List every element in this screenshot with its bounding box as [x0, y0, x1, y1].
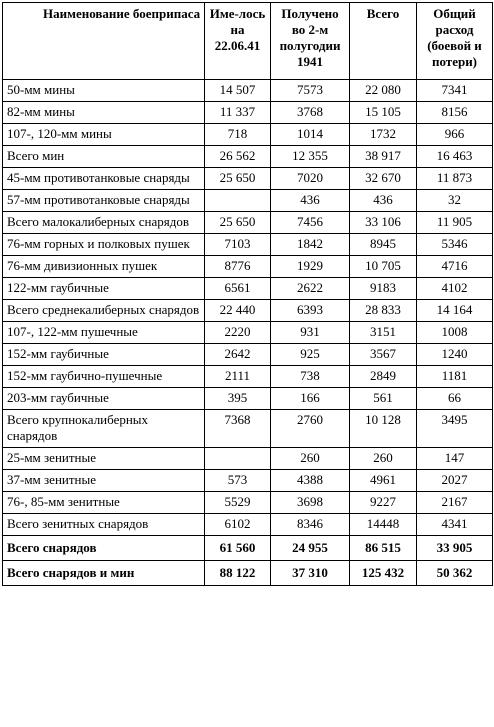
cell-had-on-date: 8776 [205, 256, 271, 278]
table-row [3, 410, 493, 448]
cell-expenditure: 7341 [417, 80, 493, 102]
cell-total: 436 [350, 190, 417, 212]
header-had-on-date: Име-лось на 22.06.41 [205, 3, 271, 80]
cell-total: 3567 [350, 344, 417, 366]
cell-had-on-date: 11 337 [205, 102, 271, 124]
cell-received: 166 [271, 388, 350, 410]
cell-had-on-date: 6102 [205, 514, 271, 536]
cell-received: 1842 [271, 234, 350, 256]
cell-had-on-date [205, 190, 271, 212]
cell-ammunition-name: 76-мм горных и полковых пушек [3, 234, 205, 256]
table-row [3, 448, 493, 470]
cell-expenditure: 1181 [417, 366, 493, 388]
cell-had-on-date: 14 507 [205, 80, 271, 102]
cell-received: 24 955 [271, 536, 350, 561]
cell-ammunition-name: 76-, 85-мм зенитные [3, 492, 205, 514]
cell-received: 7573 [271, 80, 350, 102]
cell-received: 8346 [271, 514, 350, 536]
cell-expenditure: 4716 [417, 256, 493, 278]
table-row [3, 514, 493, 536]
cell-total: 9227 [350, 492, 417, 514]
cell-received: 3698 [271, 492, 350, 514]
table-row [3, 190, 493, 212]
cell-received: 738 [271, 366, 350, 388]
cell-ammunition-name: Всего крупнокалиберных снарядов [3, 410, 205, 448]
cell-expenditure: 33 905 [417, 536, 493, 561]
cell-received: 925 [271, 344, 350, 366]
cell-had-on-date: 7103 [205, 234, 271, 256]
cell-expenditure: 4102 [417, 278, 493, 300]
cell-ammunition-name: 122-мм гаубичные [3, 278, 205, 300]
cell-total: 10 705 [350, 256, 417, 278]
cell-expenditure: 32 [417, 190, 493, 212]
cell-had-on-date: 395 [205, 388, 271, 410]
table-row [3, 124, 493, 146]
table-row [3, 322, 493, 344]
cell-received: 1929 [271, 256, 350, 278]
cell-had-on-date: 88 122 [205, 561, 271, 586]
cell-had-on-date: 25 650 [205, 168, 271, 190]
table-header [3, 3, 493, 80]
cell-received: 12 355 [271, 146, 350, 168]
cell-had-on-date [205, 448, 271, 470]
cell-had-on-date: 573 [205, 470, 271, 492]
cell-total: 22 080 [350, 80, 417, 102]
table-row [3, 256, 493, 278]
ammunition-table [2, 2, 493, 586]
cell-total: 1732 [350, 124, 417, 146]
cell-expenditure: 2027 [417, 470, 493, 492]
cell-total: 86 515 [350, 536, 417, 561]
cell-expenditure: 8156 [417, 102, 493, 124]
cell-total: 28 833 [350, 300, 417, 322]
cell-expenditure: 147 [417, 448, 493, 470]
table-row [3, 344, 493, 366]
cell-had-on-date: 61 560 [205, 536, 271, 561]
cell-total: 10 128 [350, 410, 417, 448]
cell-ammunition-name: 203-мм гаубичные [3, 388, 205, 410]
cell-total: 3151 [350, 322, 417, 344]
cell-had-on-date: 26 562 [205, 146, 271, 168]
cell-had-on-date: 2642 [205, 344, 271, 366]
cell-total: 4961 [350, 470, 417, 492]
cell-ammunition-name: 82-мм мины [3, 102, 205, 124]
cell-received: 4388 [271, 470, 350, 492]
cell-ammunition-name: 152-мм гаубичные [3, 344, 205, 366]
header-total: Всего [350, 3, 417, 80]
header-ammunition-name: Наименование боеприпаса [3, 3, 205, 80]
cell-received: 1014 [271, 124, 350, 146]
cell-received: 7456 [271, 212, 350, 234]
cell-ammunition-name: 50-мм мины [3, 80, 205, 102]
cell-ammunition-name: Всего снарядов и мин [3, 561, 205, 586]
cell-expenditure: 14 164 [417, 300, 493, 322]
table-row [3, 146, 493, 168]
cell-received: 2760 [271, 410, 350, 448]
cell-ammunition-name: Всего зенитных снарядов [3, 514, 205, 536]
cell-expenditure: 4341 [417, 514, 493, 536]
cell-expenditure: 66 [417, 388, 493, 410]
table-row [3, 80, 493, 102]
cell-ammunition-name: Всего среднекалиберных снарядов [3, 300, 205, 322]
cell-had-on-date: 25 650 [205, 212, 271, 234]
cell-expenditure: 2167 [417, 492, 493, 514]
cell-ammunition-name: Всего малокалиберных снарядов [3, 212, 205, 234]
cell-ammunition-name: 45-мм противотанковые снаряды [3, 168, 205, 190]
table-row [3, 561, 493, 586]
cell-received: 3768 [271, 102, 350, 124]
cell-ammunition-name: Всего мин [3, 146, 205, 168]
cell-ammunition-name: 57-мм противотанковые снаряды [3, 190, 205, 212]
table-row [3, 234, 493, 256]
cell-ammunition-name: 25-мм зенитные [3, 448, 205, 470]
cell-total: 125 432 [350, 561, 417, 586]
cell-total: 15 105 [350, 102, 417, 124]
cell-received: 37 310 [271, 561, 350, 586]
cell-ammunition-name: Всего снарядов [3, 536, 205, 561]
table-row [3, 470, 493, 492]
cell-received: 2622 [271, 278, 350, 300]
cell-expenditure: 16 463 [417, 146, 493, 168]
cell-had-on-date: 6561 [205, 278, 271, 300]
cell-ammunition-name: 37-мм зенитные [3, 470, 205, 492]
cell-total: 260 [350, 448, 417, 470]
table-row [3, 492, 493, 514]
cell-ammunition-name: 107-, 122-мм пушечные [3, 322, 205, 344]
cell-had-on-date: 718 [205, 124, 271, 146]
cell-received: 436 [271, 190, 350, 212]
cell-expenditure: 11 873 [417, 168, 493, 190]
header-total-expenditure: Общий расход (боевой и потери) [417, 3, 493, 80]
cell-total: 2849 [350, 366, 417, 388]
table-row [3, 388, 493, 410]
cell-expenditure: 3495 [417, 410, 493, 448]
cell-expenditure: 966 [417, 124, 493, 146]
cell-total: 14448 [350, 514, 417, 536]
cell-had-on-date: 2111 [205, 366, 271, 388]
cell-expenditure: 1008 [417, 322, 493, 344]
cell-had-on-date: 5529 [205, 492, 271, 514]
cell-total: 38 917 [350, 146, 417, 168]
cell-total: 33 106 [350, 212, 417, 234]
cell-had-on-date: 7368 [205, 410, 271, 448]
cell-received: 6393 [271, 300, 350, 322]
cell-total: 9183 [350, 278, 417, 300]
cell-expenditure: 11 905 [417, 212, 493, 234]
cell-ammunition-name: 107-, 120-мм мины [3, 124, 205, 146]
cell-total: 561 [350, 388, 417, 410]
table-row [3, 300, 493, 322]
cell-received: 260 [271, 448, 350, 470]
cell-expenditure: 50 362 [417, 561, 493, 586]
cell-expenditure: 1240 [417, 344, 493, 366]
cell-total: 8945 [350, 234, 417, 256]
header-received-second-half: Получено во 2-м полугодии 1941 [271, 3, 350, 80]
table-row [3, 168, 493, 190]
cell-expenditure: 5346 [417, 234, 493, 256]
cell-received: 931 [271, 322, 350, 344]
header-row [3, 3, 493, 80]
table-body [3, 80, 493, 586]
table-row [3, 366, 493, 388]
cell-had-on-date: 22 440 [205, 300, 271, 322]
table-row [3, 212, 493, 234]
table-row [3, 536, 493, 561]
table-row [3, 102, 493, 124]
cell-had-on-date: 2220 [205, 322, 271, 344]
cell-ammunition-name: 76-мм дивизионных пушек [3, 256, 205, 278]
cell-ammunition-name: 152-мм гаубично-пушечные [3, 366, 205, 388]
table-row [3, 278, 493, 300]
cell-received: 7020 [271, 168, 350, 190]
cell-total: 32 670 [350, 168, 417, 190]
